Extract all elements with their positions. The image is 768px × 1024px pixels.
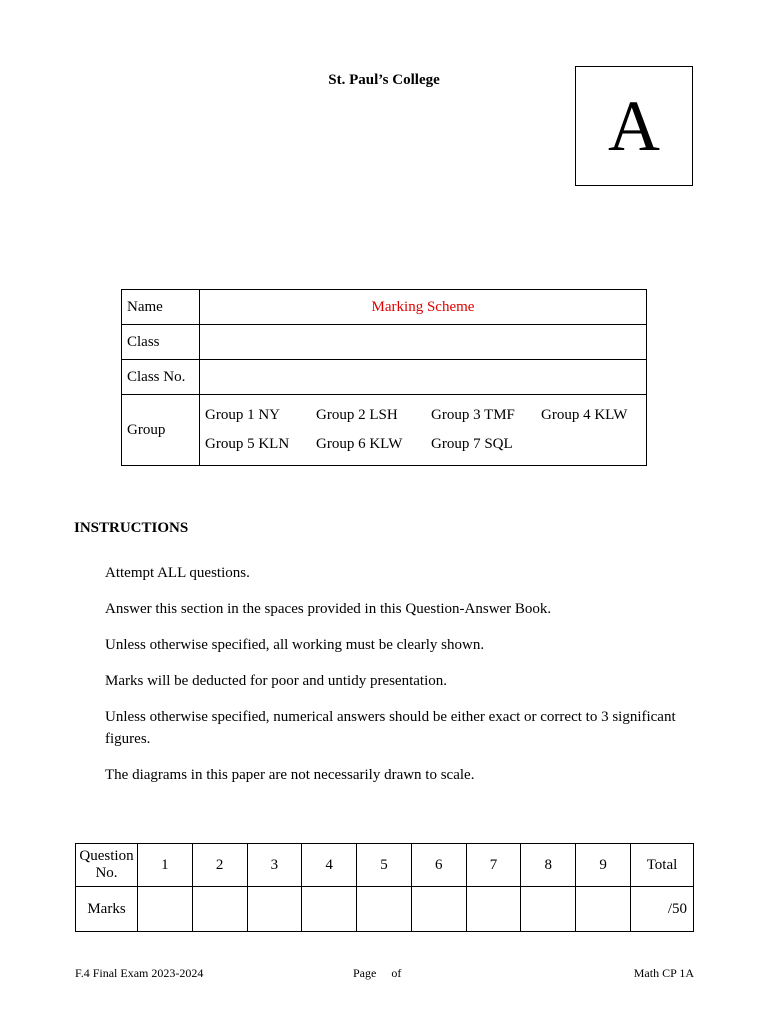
question-number: 1	[138, 844, 193, 887]
class-no-field[interactable]	[200, 360, 647, 395]
question-number: 8	[521, 844, 576, 887]
paper-version-letter: A	[608, 86, 660, 166]
student-info-table	[121, 289, 647, 466]
class-field[interactable]	[200, 325, 647, 360]
marks-cell[interactable]	[302, 887, 357, 932]
marks-label: Marks	[76, 887, 138, 932]
group-label: Group	[122, 395, 200, 466]
instruction-item: Unless otherwise specified, numerical answers should be either exact or correct to 3 significant figures.	[105, 709, 676, 747]
marks-table	[75, 843, 694, 932]
group-option[interactable]: Group 6 KLW	[316, 436, 403, 452]
group-option[interactable]: Group 2 LSH	[316, 407, 398, 423]
footer-paper-code: Math CP 1A	[633, 966, 694, 980]
paper-version-box	[575, 66, 693, 186]
marks-cell[interactable]	[357, 887, 412, 932]
group-option[interactable]: Group 4 KLW	[541, 407, 628, 423]
group-option[interactable]: Group 7 SQL	[431, 436, 513, 452]
instruction-item: Attempt ALL questions.	[105, 565, 250, 581]
class-no-label: Class No.	[122, 360, 200, 395]
total-header: Total	[631, 844, 694, 887]
footer-exam-name: F.4 Final Exam 2023-2024	[75, 966, 204, 980]
group-options	[200, 395, 647, 466]
question-no-header: Question No.	[76, 844, 138, 887]
marks-cell[interactable]	[247, 887, 302, 932]
marks-cell[interactable]	[192, 887, 247, 932]
name-label: Name	[122, 290, 200, 325]
group-option[interactable]: Group 1 NY	[205, 407, 280, 423]
college-name: St. Paul’s College	[328, 72, 440, 88]
question-number: 9	[576, 844, 631, 887]
marks-cell[interactable]	[576, 887, 631, 932]
group-option[interactable]: Group 3 TMF	[431, 407, 515, 423]
marks-cell[interactable]	[466, 887, 521, 932]
footer-page-number: Page of	[353, 966, 402, 980]
question-number: 4	[302, 844, 357, 887]
marks-cell[interactable]	[411, 887, 466, 932]
question-number: 2	[192, 844, 247, 887]
question-number: 7	[466, 844, 521, 887]
class-label: Class	[122, 325, 200, 360]
instruction-item: Answer this section in the spaces provided in this Question-Answer Book.	[105, 601, 552, 617]
name-value: Marking Scheme	[200, 290, 647, 325]
marks-cell[interactable]	[521, 887, 576, 932]
instructions-title: INSTRUCTIONS	[74, 520, 189, 536]
question-number: 6	[411, 844, 466, 887]
marks-cell[interactable]	[138, 887, 193, 932]
question-number: 3	[247, 844, 302, 887]
instruction-item: Unless otherwise specified, all working must be clearly shown.	[105, 637, 485, 653]
instructions-list	[105, 562, 695, 800]
total-marks-cell[interactable]: /50	[631, 887, 694, 932]
instruction-item: The diagrams in this paper are not necessarily drawn to scale.	[105, 767, 475, 783]
question-number: 5	[357, 844, 412, 887]
group-option[interactable]: Group 5 KLN	[205, 436, 290, 452]
instruction-item: Marks will be deducted for poor and untidy presentation.	[105, 673, 447, 689]
